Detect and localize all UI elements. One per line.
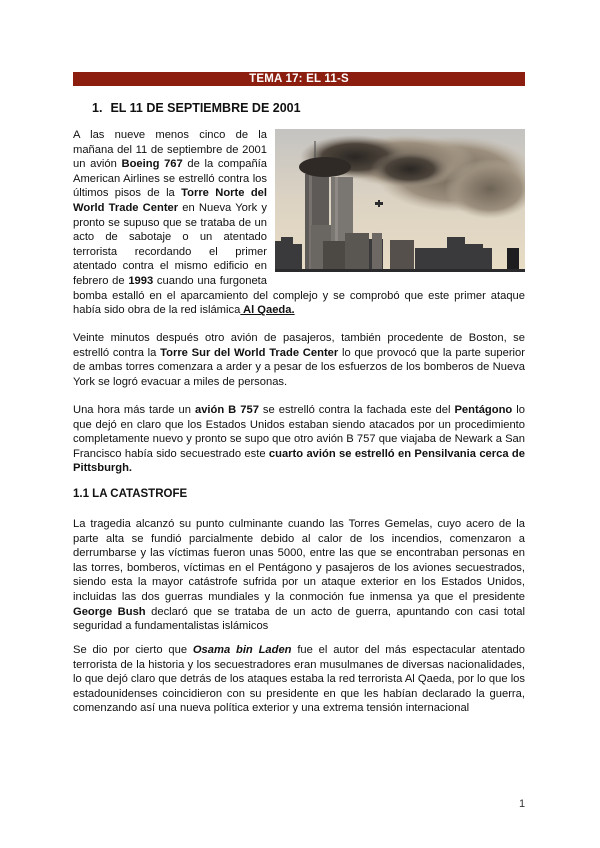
paragraph-pentagono bbox=[73, 403, 525, 476]
p1-underline-al-qaeda: Al Qaeda. bbox=[240, 304, 295, 317]
p1-text-1: A las nueve menos cinco de la mañana del 11 de septiembre de 2001 un avión bbox=[73, 129, 267, 171]
topic-title-bar bbox=[73, 72, 525, 86]
paragraph-bin-laden bbox=[73, 643, 525, 716]
p3-bold-pentagono: Pentágono bbox=[454, 404, 513, 416]
p1-text-3: en Nueva York y pronto se supuso que se trataba de un acto de sabotaje o un atentado terrorista recordando el primer atentado contra el mismo edificio en febrero de bbox=[73, 201, 267, 287]
section-heading bbox=[92, 101, 301, 115]
p1-bold-torre-norte: Torre Norte del World Trade Center bbox=[73, 187, 267, 214]
topic-title: TEMA 17: EL 11-S bbox=[249, 73, 349, 85]
paragraph-torre-sur bbox=[73, 331, 525, 389]
p3-bold-cuarto-avion: cuarto avión se estrelló en Pensilvania cerca de Pittsburgh. bbox=[73, 447, 525, 475]
section-number: 1. bbox=[92, 101, 103, 115]
p4-text-1: La tragedia alcanzó su punto culminante cuando las Torres Gemelas, cuyo acero de la parte alta se fundió parcialmente debido al calor de los incendios, comenzaron a derrumbarse y las víctimas fueron unas 5000, entre las que se encontraban personas en las torres, bomberos, víctimas en el Pentágono y pasajeros de los aviones secuestrados, siendo esta la mayor catástrofe sufrida por un ataque exterior en los Estados Unidos, incluidas las dos guerras mundiales y la conmoción fue inmensa ya que el presidente bbox=[73, 518, 525, 603]
p5-text-2: fue el autor del más espectacular atentado terrorista de la historia y los secuestradores eran musulmanes de diversas nacionalidades, lo que dejó claro que detrás de los ataques estaba la red terrorista Al Qaeda, por lo que los estadounidenses coincidieron con su presidente en que les habían declarado la guerra, comenzando así una nueva política exterior y una extrema tensión internacional bbox=[73, 644, 525, 715]
page-number: 1 bbox=[519, 798, 526, 810]
p1-text-4: cuando una furgoneta bomba estalló en el aparcamiento del complejo y se comprobó que este primer ataque había sido obra de la red islámica bbox=[73, 274, 525, 317]
section-title: EL 11 DE SEPTIEMBRE DE 2001 bbox=[110, 101, 301, 115]
p3-text-2: se estrelló contra la fachada este del bbox=[258, 404, 455, 416]
p1-text-2: de la compañía American Airlines se estrelló contra los últimos pisos de la bbox=[73, 158, 268, 200]
p4-text-2: declaró que se trataba de un acto de guerra, apuntando con casi total seguridad a fundamentalistas islámicos bbox=[73, 605, 525, 633]
p1-bold-boeing: Boeing 767 bbox=[121, 158, 183, 171]
paragraph-catastrofe bbox=[73, 517, 525, 634]
p5-text-1: Se dio por cierto que bbox=[73, 644, 193, 656]
p2-text-1: Veinte minutos después otro avión de pasajeros, también procedente de Boston, se estrelló contra la bbox=[73, 332, 525, 359]
p5-bold-italic-osama: Osama bin Laden bbox=[192, 644, 292, 656]
paragraph-intro bbox=[73, 128, 525, 318]
p1-bold-1993: 1993 bbox=[128, 274, 154, 287]
subsection-heading: 1.1 LA CATASTROFE bbox=[73, 488, 188, 500]
p2-bold-torre-sur: Torre Sur del World Trade Center bbox=[160, 346, 339, 359]
p3-bold-avion: avión B 757 bbox=[194, 404, 259, 416]
p3-text-3: lo que dejó en claro que los Estados Unidos estaban siendo atacados por un procedimiento completamente nuevo y pronto se supo que otro avión B 757 que viajaba de Newark a San Francisco había sido secuestrado este bbox=[73, 404, 525, 460]
p3-text-1: Una hora más tarde un bbox=[73, 404, 195, 416]
photo-wtc-attack-icon bbox=[275, 129, 525, 272]
p2-text-2: lo que provocó que la parte superior de ambas torres comenzara a arder y a pesar de los esfuerzos de los bomberos de Nueva York se logró evacuar a miles de personas. bbox=[73, 346, 525, 388]
wtc-attack-photo bbox=[275, 129, 525, 272]
p4-bold-george-bush: George Bush bbox=[73, 605, 146, 618]
